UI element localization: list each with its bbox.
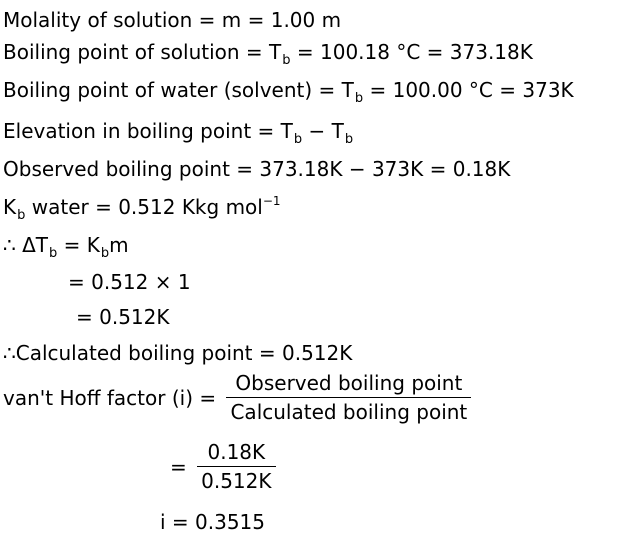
water-bp-subscript: b — [354, 91, 364, 106]
delta-tb-prefix: ∴ ΔT — [3, 233, 48, 257]
molality-text: Molality of solution = m = 1.00 m — [3, 8, 342, 32]
solution-bp-subscript: b — [282, 53, 291, 68]
kb-superscript: −1 — [262, 194, 281, 208]
vant-hoff-numerator: Observed boiling point — [226, 371, 471, 398]
solution-boiling-point-line — [3, 40, 533, 68]
elevation-subscript-2: b — [344, 132, 354, 147]
product-result-line — [76, 305, 170, 329]
calculated-bp-line — [3, 341, 352, 365]
water-bp-value: = 100.00 °C = 373K — [363, 78, 574, 102]
solution-bp-prefix: Boiling point of solution = T — [3, 40, 282, 64]
elevation-line — [3, 119, 353, 147]
molality-line — [3, 8, 341, 32]
delta-tb-line — [3, 233, 129, 261]
ratio-line — [170, 440, 276, 504]
result-text: i = 0.3515 — [160, 510, 266, 534]
ratio-fraction — [197, 440, 275, 493]
kb-m-subscript: b — [100, 246, 110, 261]
elevation-minus: − T — [302, 119, 344, 143]
delta-tb-subscript: b — [48, 246, 58, 261]
kb-value: water = 0.512 Kkg mol — [25, 195, 263, 219]
kb-symbol: K — [3, 195, 17, 219]
kb-subscript: b — [17, 208, 26, 223]
vant-hoff-line — [3, 371, 471, 435]
observed-bp-text: Observed boiling point = 373.18K − 373K = 0.18K — [3, 157, 511, 181]
water-bp-prefix: Boiling point of water (solvent) = T — [3, 78, 354, 102]
calculated-bp-text: ∴Calculated boiling point = 0.512K — [3, 341, 353, 365]
result-line — [160, 510, 265, 534]
delta-tb-eq: = K — [57, 233, 100, 257]
product-result-text: = 0.512K — [76, 305, 170, 329]
elevation-prefix: Elevation in boiling point = T — [3, 119, 293, 143]
solution-bp-value: = 100.18 °C = 373.18K — [290, 40, 533, 64]
kb-water-line — [3, 195, 281, 223]
product-text: = 0.512 × 1 — [68, 270, 191, 294]
vant-hoff-label: van't Hoff factor (i) = — [3, 385, 217, 410]
vant-hoff-fraction — [226, 371, 471, 424]
ratio-denominator: 0.512K — [201, 469, 272, 493]
ratio-equals: = — [170, 454, 187, 479]
ratio-numerator: 0.18K — [197, 440, 275, 467]
elevation-subscript-1: b — [293, 132, 303, 147]
delta-tb-m: m — [109, 233, 129, 257]
water-boiling-point-line — [3, 78, 574, 106]
product-line — [68, 270, 191, 294]
observed-bp-line — [3, 157, 510, 181]
vant-hoff-denominator: Calculated boiling point — [230, 400, 468, 424]
